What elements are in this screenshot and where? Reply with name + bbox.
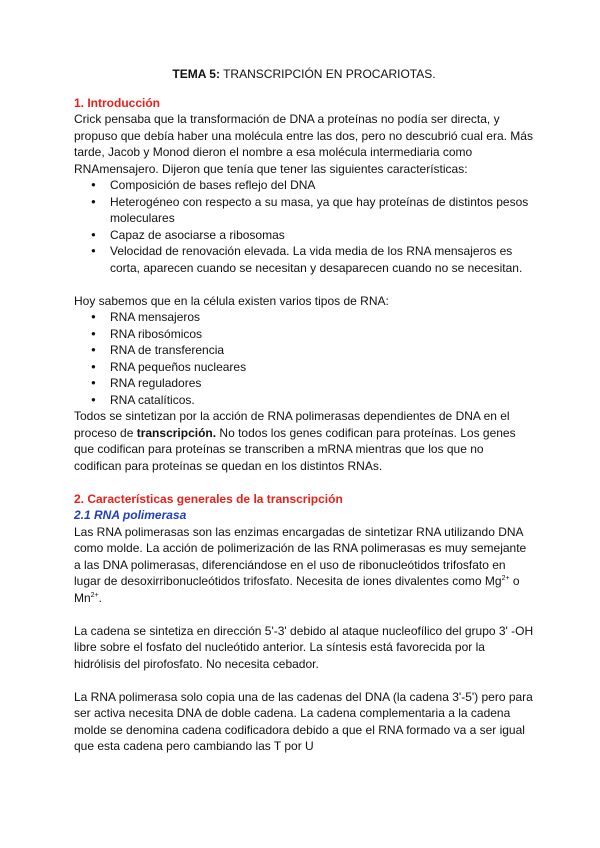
- spacer: [74, 276, 534, 293]
- list-item: ● RNA de transferencia: [110, 342, 534, 359]
- list-item: ● Velocidad de renovación elevada. La vida media de los RNA mensajeros es corta, aparecen cuando se necesitan y desaparecen cuando no se necesitan.: [110, 243, 534, 276]
- closing-paragraph: [74, 408, 534, 474]
- list-item: ● Heterogéneo con respecto a su masa, ya que hay proteínas de distintos pesos moleculares: [110, 194, 534, 227]
- mn-charge: 2+: [90, 591, 99, 599]
- page-title: [74, 66, 534, 83]
- spacer: [74, 672, 534, 689]
- section-1-heading: 1. Introducción: [74, 95, 161, 110]
- list-item: ● Composición de bases reflejo del DNA: [110, 177, 534, 194]
- types-intro: Hoy sabemos que en la célula existen varios tipos de RNA:: [74, 293, 389, 308]
- mg-charge: 2+: [501, 575, 510, 582]
- p1-text-end: .: [98, 590, 102, 605]
- p1-text-mid: o Mn: [74, 574, 520, 605]
- list-item: ● Capaz de asociarse a ribosomas: [110, 227, 534, 244]
- closing-text-end: No todos los genes codifican para proteínas. Los genes que codifican para proteínas se transcriben a mRNA mientras que los que no codifican para proteínas se quedan en los distintos RNAs.: [74, 425, 516, 473]
- list-item: ● RNA reguladores: [110, 375, 534, 392]
- spacer: [74, 606, 534, 623]
- list-item: ● RNA pequeños nucleares: [110, 359, 534, 376]
- title-label: TEMA 5:: [172, 67, 220, 81]
- section-2-heading: 2. Características generales de la transcripción: [74, 491, 343, 506]
- list-item: ● RNA catalíticos.: [110, 392, 534, 409]
- title-text: TRANSCRIPCIÓN EN PROCARIOTAS.: [219, 67, 436, 81]
- list-item: ● RNA mensajeros: [110, 309, 534, 326]
- polymerase-paragraph-1: [74, 524, 534, 607]
- list-item: ● RNA ribosómicos: [110, 326, 534, 343]
- polymerase-paragraph-3: La RNA polimerasa solo copia una de las cadenas del DNA (la cadena 3'-5') pero para ser activa necesita DNA de doble cadena. La cadena complementaria a la cadena molde se denomina cadena codificadora debido a que el RNA formado va a ser igual que esta cadena pero cambiando las T por U: [74, 689, 533, 753]
- rna-types-list: [74, 309, 534, 408]
- spacer: [74, 474, 534, 491]
- intro-paragraph: Crick pensaba que la transformación de DNA a proteínas no podía ser directa, y propuso que debía haber una molécula entre las dos, pero no descubrió cual era. Más tarde, Jacob y Monod dieron el nombre a esa molécula intermediaria como RNAmensajero. Dijeron que tenía que tener las siguientes características:: [74, 112, 533, 176]
- transcription-term: transcripción.: [136, 425, 217, 440]
- p1-text: Las RNA polimerasas son las enzimas encargadas de sintetizar RNA utilizando DNA como molde. La acción de polimerización de las RNA polimerasas es muy semejante a las DNA polimerasas, diferenciándose en el uso de ribonucleótidos trifosfato en lugar de desoxirribonucleótidos trifosfato. Necesita de iones divalentes como Mg: [74, 524, 527, 588]
- polymerase-paragraph-2: La cadena se sintetiza en dirección 5'-3' debido al ataque nucleofílico del grupo 3' -OH libre sobre el fosfato del nucleótido anterior. La síntesis está favorecida por la hidrólisis del pirofosfato. No necesita cebador.: [74, 623, 534, 671]
- subsection-2-1-heading: 2.1 RNA polimerasa: [74, 508, 187, 522]
- features-list: [74, 177, 534, 276]
- closing-text-start: Todos se sintetizan por la acción de RNA polimerasas dependientes de DNA en el proceso de: [74, 409, 510, 440]
